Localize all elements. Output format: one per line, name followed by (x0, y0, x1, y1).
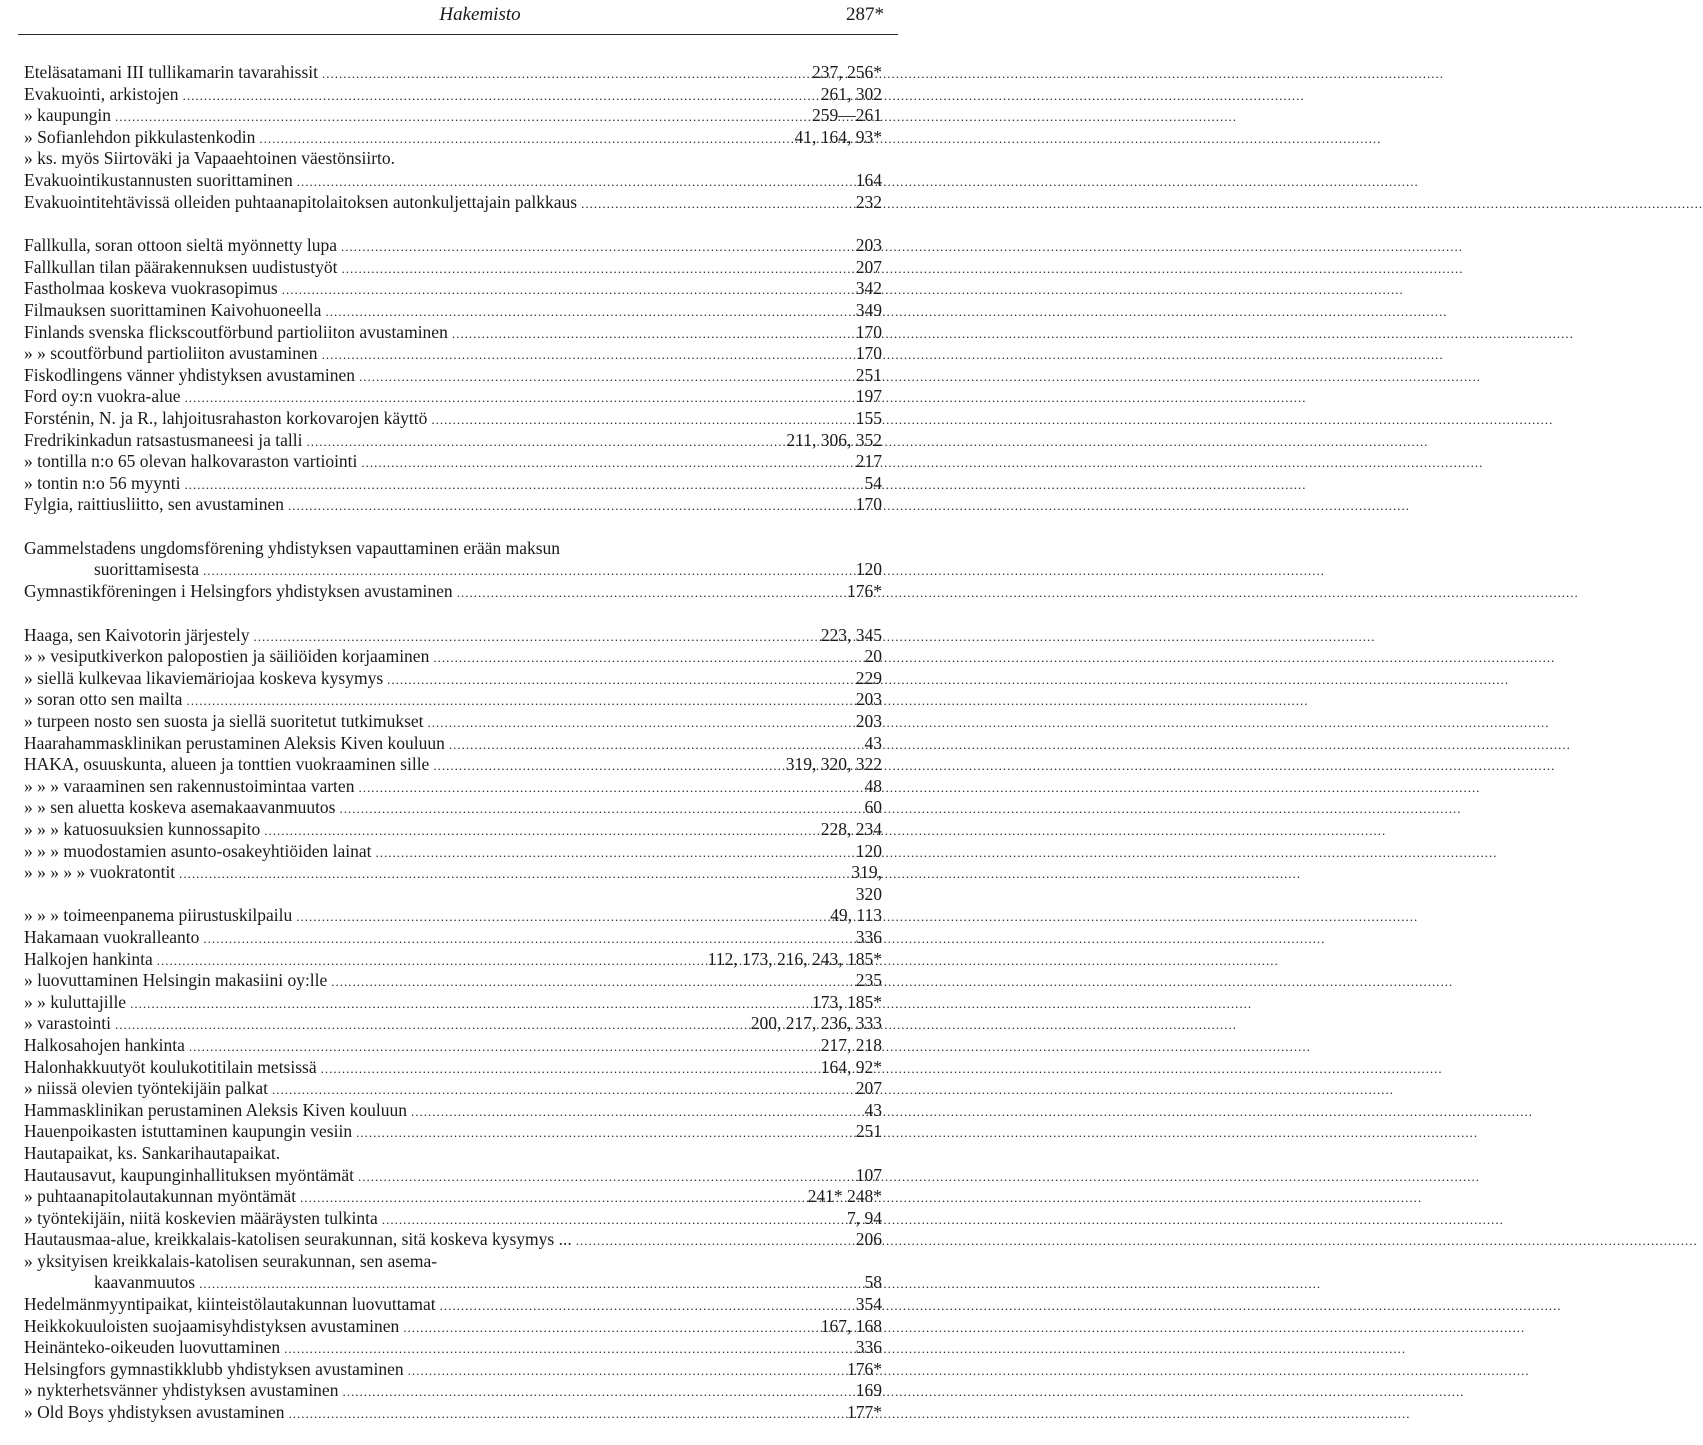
dot-leader (296, 905, 826, 928)
index-entry (24, 1380, 882, 1402)
index-entry (24, 1272, 882, 1294)
entry-pages: 206 (855, 1229, 882, 1250)
entry-pages: 197 (855, 386, 882, 407)
dot-leader (130, 992, 808, 1015)
entry-pages: 20 (864, 646, 882, 667)
entry-pages: 217 (855, 451, 882, 472)
entry-pages: 170 (855, 321, 882, 342)
index-entry (24, 365, 882, 387)
dot-leader (361, 451, 851, 474)
index-entry (24, 278, 882, 300)
entry-pages: 235 (855, 970, 882, 991)
index-entry (24, 300, 882, 322)
entry-text: Forsténin, N. ja R., lahjoitusrahaston korkovarojen käyttö (24, 407, 428, 428)
index-entry (24, 733, 882, 755)
page-title: Hakemisto (439, 4, 521, 25)
entry-pages: 211, 306, 352 (786, 429, 882, 450)
dot-leader (272, 1078, 852, 1101)
entry-pages: 228, 234 (820, 819, 882, 839)
index-entry (24, 1121, 882, 1143)
entry-text: » varastointi (24, 1013, 111, 1034)
entry-text: » Old Boys yhdistyksen avustaminen (24, 1402, 285, 1423)
entry-text: » luovuttaminen Helsingin makasiini oy:lle (24, 970, 328, 991)
entry-pages: 164, 92* (820, 1056, 882, 1077)
entry-text: » » vesiputkiverkon palopostien ja säiliöiden korjaaminen (24, 646, 430, 667)
entry-text: » » » toimeenpanema piirustuskilpailu (24, 905, 293, 926)
index-list (24, 62, 882, 1424)
entry-pages: 207 (855, 256, 882, 277)
dot-leader (185, 386, 852, 409)
entry-text: Fallkulla, soran ottoon sieltä myönnetty lupa (24, 235, 338, 256)
entry-text: HAKA, osuuskunta, alueen ja tonttien vuokraaminen sille (24, 754, 430, 775)
page-header (0, 2, 960, 28)
dot-leader (340, 797, 861, 820)
index-entry (24, 170, 882, 192)
entry-text: » nykterhetsvänner yhdistyksen avustaminen (24, 1380, 339, 1401)
index-entry (24, 386, 882, 408)
dot-leader (581, 192, 852, 215)
entry-pages: 43 (864, 1099, 882, 1120)
dot-leader (325, 300, 851, 323)
dot-leader (440, 1294, 852, 1317)
entry-text: Finlands svenska flickscoutförbund partioliiton avustaminen (24, 321, 448, 342)
index-entry (24, 819, 882, 841)
dot-leader (321, 1057, 817, 1080)
dot-leader (300, 1186, 803, 1209)
entry-pages: 49, 113 (830, 905, 882, 926)
index-entry (24, 538, 882, 560)
entry-text: » » » muodostamien asunto-osakeyhtiöiden lainat (24, 840, 372, 861)
entry-text: Hakamaan vuokralleanto (24, 926, 200, 947)
entry-pages: 176* (847, 1358, 882, 1379)
index-entry (24, 1013, 882, 1035)
entry-pages: 232 (855, 191, 882, 212)
index-entry (24, 494, 882, 516)
entry-text: Halkosahojen hankinta (24, 1034, 185, 1055)
dot-leader (341, 235, 852, 258)
entry-text: Filmauksen suorittaminen Kaivohuoneella (24, 299, 322, 320)
entry-text: Hautapaikat, ks. Sankarihautapaikat. (24, 1142, 281, 1163)
entry-text: Hedelmänmyyntipaikat, kiinteistölautakunnan luovuttamat (24, 1294, 436, 1315)
entry-pages: 169 (855, 1380, 882, 1401)
group-gap (24, 213, 882, 235)
entry-pages: 319, 320, 322 (785, 754, 882, 775)
entry-text: » turpeen nosto sen suosta ja siellä suoritetut tutkimukset (24, 711, 424, 732)
index-entry (24, 1078, 882, 1100)
dot-leader (358, 776, 860, 799)
dot-leader (433, 646, 860, 669)
entry-pages: 120 (855, 840, 882, 861)
entry-pages: 203 (855, 711, 882, 732)
entry-pages: 203 (855, 689, 882, 710)
entry-text: » puhtaanapitolautakunnan myöntämät (24, 1186, 297, 1207)
index-entry (24, 711, 882, 733)
entry-text: » Sofianlehdon pikkulastenkodin (24, 126, 256, 147)
index-entry (24, 949, 882, 971)
dot-leader (382, 1208, 843, 1231)
index-entry (24, 905, 882, 927)
entry-pages: 259—261 (812, 105, 882, 126)
dot-leader (186, 689, 851, 712)
index-entry (24, 257, 882, 279)
entry-text: Eteläsatamanі III tullikamarin tavarahissit (24, 62, 318, 82)
dot-leader (342, 1380, 851, 1403)
dot-leader (342, 257, 852, 280)
dot-leader (356, 1121, 852, 1144)
index-entry (24, 1402, 882, 1424)
dot-leader (264, 819, 817, 842)
entry-text: » soran otto sen mailta (24, 689, 183, 710)
dot-leader (253, 625, 816, 648)
index-entry (24, 105, 882, 127)
entry-pages: 207 (855, 1078, 882, 1099)
index-entry (24, 1359, 882, 1381)
dot-leader (199, 1272, 860, 1295)
entry-pages: 336 (855, 926, 882, 947)
entry-text: » » » katuosuuksien kunnossapito (24, 819, 261, 839)
dot-leader (185, 473, 861, 496)
dot-leader (387, 668, 852, 691)
entry-text: » niissä olevien työntekijäin palkat (24, 1078, 268, 1099)
index-entry (24, 841, 882, 863)
entry-text: » » » varaaminen sen rakennustoimintaa varten (24, 775, 355, 796)
index-entry (24, 1208, 882, 1230)
dot-leader (289, 1402, 843, 1425)
entry-text: Heikkokuuloisten suojaamisyhdistyksen avustaminen (24, 1315, 400, 1336)
entry-text: » » kuluttajille (24, 991, 127, 1012)
index-entry (24, 1057, 882, 1079)
dot-leader (411, 1100, 860, 1123)
dot-leader (449, 733, 861, 756)
index-entry (24, 689, 882, 711)
index-entry (24, 1100, 882, 1122)
entry-text: Hammasklinikan perustaminen Aleksis Kiven kouluun (24, 1099, 408, 1120)
entry-text: Hautausavut, kaupunginhallituksen myöntämät (24, 1164, 355, 1185)
entry-pages: 319, (851, 862, 882, 883)
index-entry (24, 559, 882, 581)
dot-leader (203, 927, 851, 950)
index-entry (24, 1165, 882, 1187)
dot-leader (306, 430, 782, 453)
header-rule (18, 34, 898, 35)
dot-leader (203, 559, 852, 582)
entry-text: » siellä kulkevaa likaviemäriojaa koskeva kysymys (24, 667, 384, 688)
index-entry (24, 1294, 882, 1316)
dot-leader (376, 841, 852, 864)
entry-pages: 7, 94 (847, 1207, 882, 1228)
index-entry (24, 1035, 882, 1057)
entry-text: » » sen aluetta koskeva asemakaavanmuutos (24, 797, 336, 818)
dot-leader (408, 1359, 843, 1382)
entry-text: Fylgia, raittiusliitto, sen avustaminen (24, 494, 285, 515)
dot-leader (259, 127, 790, 150)
entry-text: » » » » » vuokratontit (24, 862, 176, 883)
entry-pages: 176* (847, 581, 882, 602)
entry-pages: 336 (855, 1337, 882, 1358)
dot-leader (284, 1337, 852, 1360)
entry-text: » ks. myös Siirtoväki ja Vapaaehtoinen väestönsiirto. (24, 148, 396, 169)
dot-leader (179, 862, 847, 885)
entry-text: Fallkullan tilan päärakennuksen uudistustyöt (24, 256, 338, 277)
index-entry (24, 127, 882, 149)
index-entry (24, 148, 882, 170)
entry-pages: 120 (855, 559, 882, 580)
dot-leader (282, 278, 852, 301)
entry-text: Halkojen hankinta (24, 948, 153, 969)
entry-text: » » scoutförbund partioliiton avustaminen (24, 343, 318, 364)
entry-pages: 112, 173, 216, 243, 185* (707, 948, 882, 969)
entry-text: Gammelstadens ungdomsförening yhdistyksen vapauttaminen erään maksun (24, 537, 561, 558)
index-entry (24, 322, 882, 344)
entry-pages: 261, 302 (820, 83, 882, 104)
entry-pages: 48 (864, 775, 882, 796)
group-gap (24, 603, 882, 625)
dot-leader (288, 494, 852, 517)
dot-leader (428, 711, 852, 734)
index-entry (24, 646, 882, 668)
entry-text: Ford oy:n vuokra-alue (24, 386, 181, 407)
entry-text: Helsingfors gymnastikklubb yhdistyksen avustaminen (24, 1358, 404, 1379)
entry-pages: 177* (847, 1402, 882, 1423)
entry-text: Evakuointikustannusten suorittaminen (24, 169, 293, 190)
index-entry (24, 581, 882, 603)
dot-leader (157, 949, 704, 972)
index-entry (24, 754, 882, 776)
entry-pages: 167, 168 (820, 1315, 882, 1336)
index-entry (24, 1186, 882, 1208)
entry-text: Evakuointi, arkistojen (24, 83, 179, 104)
entry-pages: 170 (855, 494, 882, 515)
dot-leader (576, 1229, 852, 1252)
entry-text: » tontilla n:o 65 olevan halkovaraston vartiointi (24, 451, 358, 472)
entry-pages: 164 (855, 169, 882, 190)
dot-leader (322, 62, 808, 85)
dot-leader (115, 1013, 747, 1036)
index-entry (24, 625, 882, 647)
index-entry (24, 1251, 882, 1273)
index-entry (24, 1143, 882, 1165)
dot-leader (433, 754, 781, 777)
entry-pages: 200, 217, 236, 333 (750, 1013, 882, 1034)
entry-text: » tontin n:o 56 myynti (24, 472, 181, 493)
dot-leader (115, 105, 808, 128)
entry-text: Gymnastikföreningen i Helsingfors yhdistyksen avustaminen (24, 581, 453, 602)
entry-pages: 41, 164, 93* (794, 126, 882, 147)
entry-pages: 170 (855, 343, 882, 364)
index-entry (24, 797, 882, 819)
dot-leader (431, 408, 851, 431)
dot-leader (297, 170, 852, 193)
entry-text: Hauenpoikasten istuttaminen kaupungin vesiin (24, 1121, 353, 1142)
dot-leader (403, 1316, 817, 1339)
entry-text: » kaupungin (24, 105, 112, 126)
entry-pages: 173, 185* (812, 991, 882, 1012)
index-entry (24, 1316, 882, 1338)
group-gap (24, 516, 882, 538)
entry-text: Fiskodlingens vänner yhdistyksen avustaminen (24, 364, 356, 385)
entry-pages: 58 (864, 1272, 882, 1293)
entry-text: » yksityisen kreikkalais-katolisen seurakunnan, sen asema- (24, 1250, 438, 1271)
index-entry (24, 451, 882, 473)
index-entry (24, 473, 882, 495)
index-entry (24, 992, 882, 1014)
entry-text: Haarahammasklinikan perustaminen Aleksis Kiven kouluun (24, 732, 445, 753)
index-entry (24, 343, 882, 365)
entry-pages: 354 (855, 1294, 882, 1315)
index-entry (24, 776, 882, 798)
index-entry (24, 192, 882, 214)
entry-pages: 155 (855, 407, 882, 428)
page-number: 287* (846, 4, 884, 25)
index-entry (24, 862, 882, 884)
entry-pages: 342 (855, 278, 882, 299)
dot-leader (359, 365, 852, 388)
index-entry (24, 884, 882, 906)
index-entry (24, 408, 882, 430)
entry-text: Heinänteko-oikeuden luovuttaminen (24, 1337, 281, 1358)
entry-text: kaavanmuutos (94, 1272, 196, 1293)
dot-leader (189, 1035, 817, 1058)
index-entry (24, 1229, 882, 1251)
entry-pages: 241* 248* (807, 1186, 882, 1207)
entry-pages: 203 (855, 235, 882, 256)
entry-pages: 237, 256* (812, 62, 882, 82)
entry-text: » työntekijäin, niitä koskevien määräysten tulkinta (24, 1207, 378, 1228)
dot-leader (452, 322, 852, 345)
index-entry (24, 1337, 882, 1359)
index-entry (24, 927, 882, 949)
dot-leader (331, 970, 851, 993)
entry-text: Fredrikinkadun ratsastusmaneesi ja talli (24, 429, 303, 450)
entry-text: suorittamisesta (94, 559, 199, 580)
entry-text: Hautausmaa-alue, kreikkalais-katolisen seurakunnan, sitä koskeva kysymys ... (24, 1229, 572, 1250)
entry-pages: 251 (855, 1121, 882, 1142)
entry-text: Fastholmaa koskeva vuokrasopimus (24, 278, 278, 299)
index-entry (24, 970, 882, 992)
entry-pages: 223, 345 (820, 624, 882, 645)
index-entry (24, 84, 882, 106)
entry-text: Haaga, sen Kaivotorin järjestely (24, 624, 250, 645)
entry-pages: 320 (855, 883, 882, 904)
entry-pages: 107 (855, 1164, 882, 1185)
dot-leader (322, 343, 852, 366)
index-entry (24, 235, 882, 257)
entry-pages: 43 (864, 732, 882, 753)
dot-leader (183, 84, 817, 107)
entry-text: Halonhakkuutyöt koulukotitilain metsissä (24, 1056, 317, 1077)
index-entry (24, 62, 882, 84)
index-entry (24, 668, 882, 690)
entry-pages: 54 (864, 472, 882, 493)
entry-text: Evakuointitehtävissä olleiden puhtaanapitolaitoksen autonkuljettajain palkkaus (24, 191, 578, 212)
entry-pages: 229 (855, 667, 882, 688)
dot-leader (358, 1165, 852, 1188)
entry-pages: 60 (864, 797, 882, 818)
entry-pages: 251 (855, 364, 882, 385)
entry-pages: 349 (855, 299, 882, 320)
entry-pages: 217, 218 (820, 1034, 882, 1055)
dot-leader (457, 581, 843, 604)
index-entry (24, 430, 882, 452)
